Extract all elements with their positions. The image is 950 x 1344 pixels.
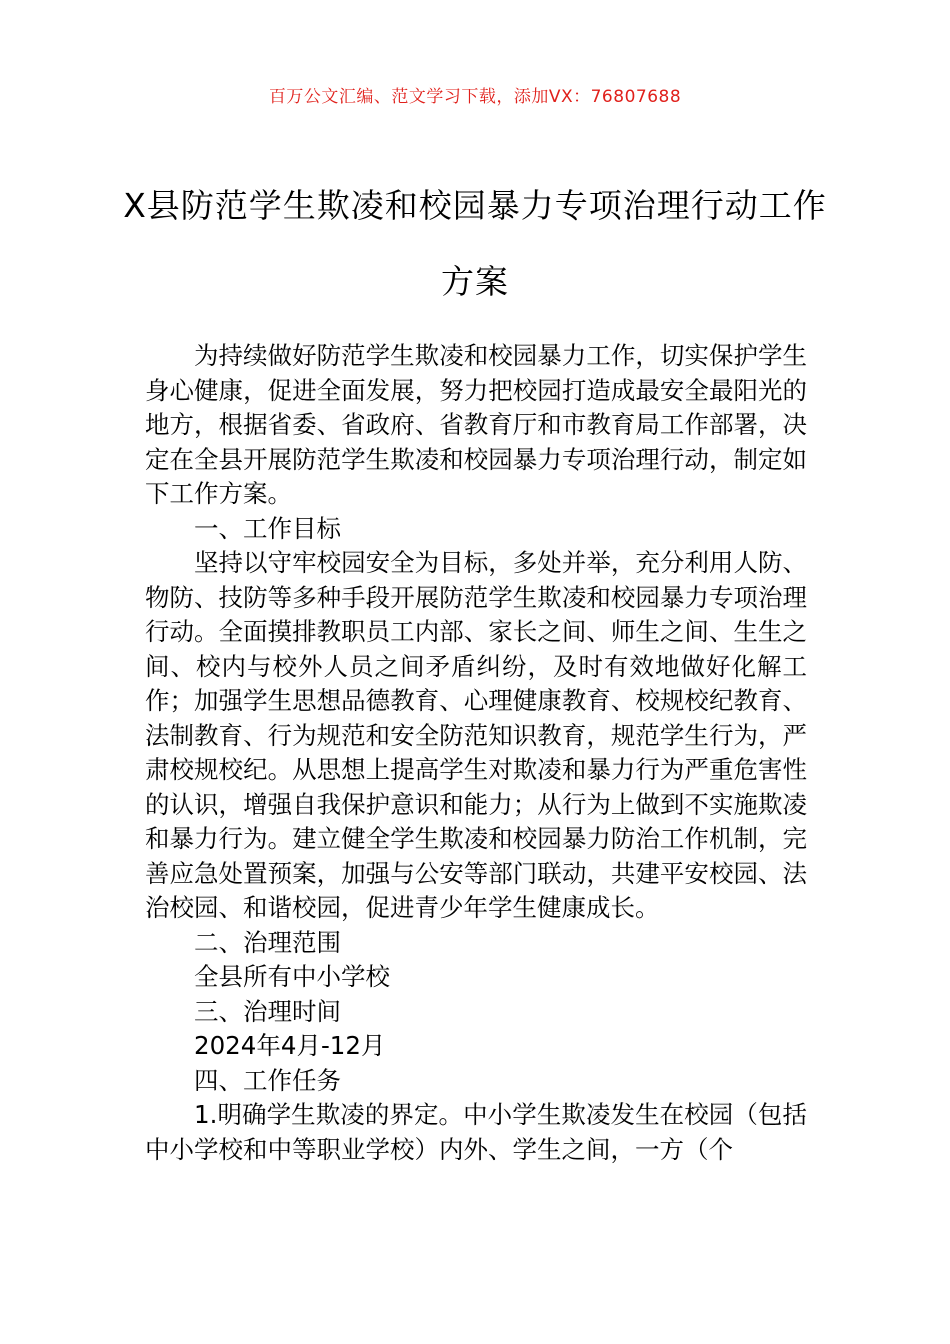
section-heading-goals: 一、工作目标	[194, 513, 341, 543]
paragraph-scope: 全县所有中小学校	[194, 962, 390, 991]
paragraph-task-1: 1.明确学生欺凌的界定。中小学生欺凌发生在校园（包括中小学校和中等职业学校）内外、学生之间，一方（个	[145, 1100, 807, 1164]
paragraph-period: 2024年4月-12月	[194, 1031, 386, 1060]
section-heading-tasks: 四、工作任务	[194, 1065, 341, 1095]
header-note: 百万公文汇编、范文学习下载，添加VX：76807688	[268, 87, 682, 107]
document-body	[145, 339, 807, 1167]
section-heading-period: 三、治理时间	[194, 996, 341, 1026]
paragraph-goals: 坚持以守牢校园安全为目标，多处并举，充分利用人防、物防、技防等多种手段开展防范学生欺凌和校园暴力专项治理行动。全面摸排教职员工内部、家长之间、师生之间、生生之间、校内与校外人员之间矛盾纠纷，及时有效地做好化解工作；加强学生思想品德教育、心理健康教育、校规校纪教育、法制教育、行为规范和安全防范知识教育，规范学生行为，严肃校规校纪。从思想上提高学生对欺凌和暴力行为严重危害性的认识，增强自我保护意识和能力；从行为上做到不实施欺凌和暴力行为。建立健全学生欺凌和校园暴力防治工作机制，完善应急处置预案，加强与公安等部门联动，共建平安校园、法治校园、和谐校园，促进青少年学生健康成长。	[145, 548, 807, 922]
document-title: X县防范学生欺凌和校园暴力专项治理行动工作方案	[123, 186, 827, 301]
paragraph-intro: 为持续做好防范学生欺凌和校园暴力工作，切实保护学生身心健康，促进全面发展，努力把校园打造成最安全最阳光的地方，根据省委、省政府、省教育厅和市教育局工作部署，决定在全县开展防范学生欺凌和校园暴力专项治理行动，制定如下工作方案。	[145, 341, 807, 508]
section-heading-scope: 二、治理范围	[194, 927, 341, 957]
